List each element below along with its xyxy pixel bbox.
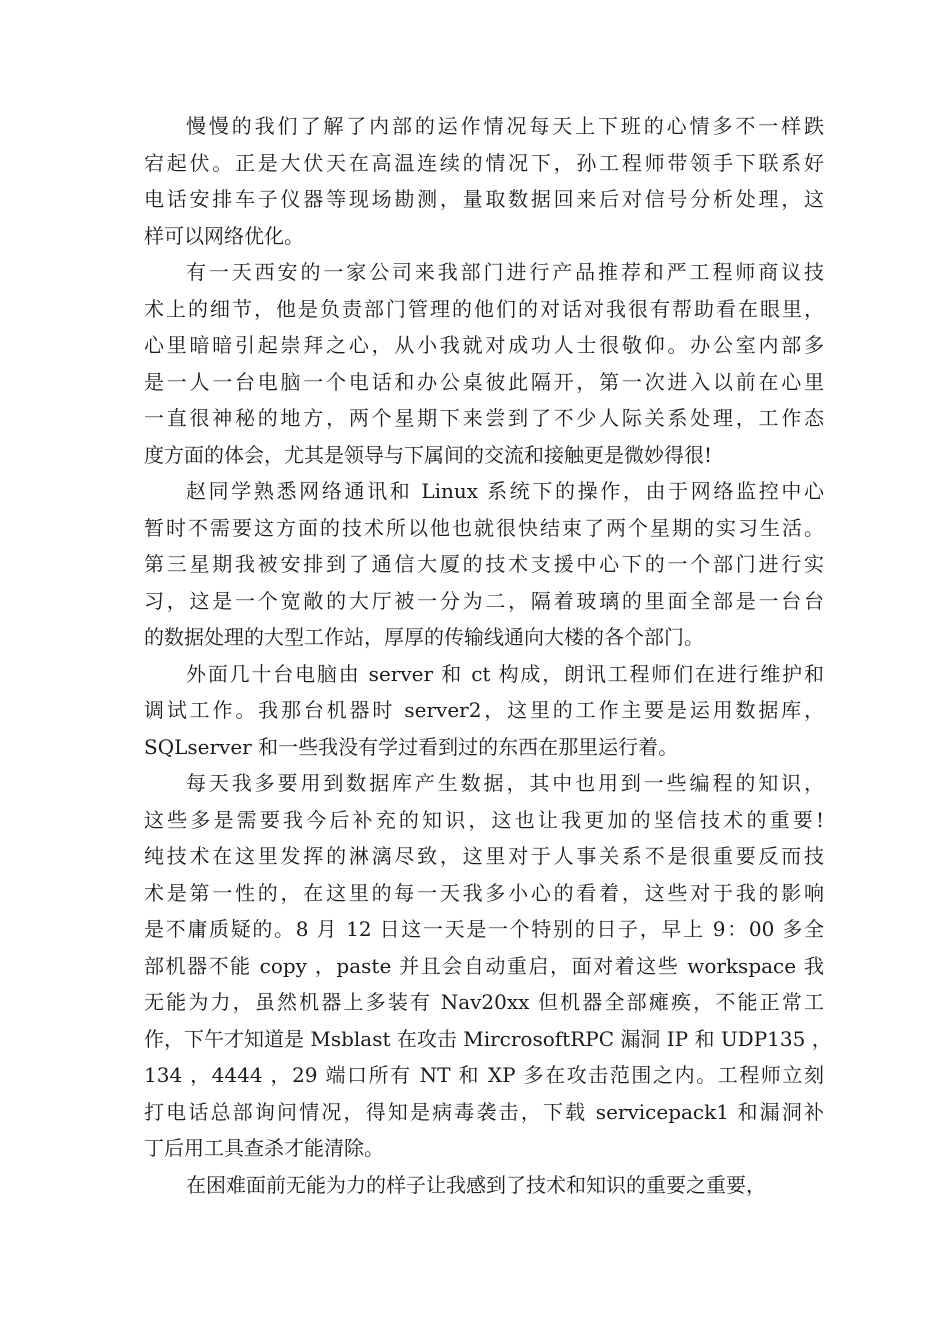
paragraph-5-line-3: 纯技术在这里发挥的淋漓尽致，这里对于人事关系不是很重要反而技 [144, 844, 824, 868]
paragraph-4-line-2: 调试工作。我那台机器时 server2，这里的工作主要是运用数据库， [144, 698, 824, 722]
paragraph-2-line-1: 有一天西安的一家公司来我部门进行产品推荐和严工程师商议技 [186, 260, 824, 284]
paragraph-2-line-4: 是一人一台电脑一个电话和办公桌彼此隔开，第一次进入以前在心里 [144, 369, 824, 394]
paragraph-5-line-2: 这些多是需要我今后补充的知识，这也让我更加的坚信技术的重要! [144, 807, 824, 832]
paragraph-5-line-8: 作，下午才知道是 Msblast 在攻击 MircrosoftRPC 漏洞 IP 和 UDP135 ， [144, 1026, 832, 1051]
paragraph-5-line-7: 无能为力，虽然机器上多装有 Nav20xx 但机器全部瘫痪，不能正常工 [144, 990, 824, 1014]
paragraph-1-line-2: 宕起伏。正是大伏天在高温连续的情况下，孙工程师带领手下联系好 [144, 150, 824, 175]
paragraph-5-line-6: 部机器不能 copy ，paste 并且会自动重启，面对着这些 workspace 我 [144, 953, 824, 978]
paragraph-2-line-6: 度方面的体会，尤其是领导与下属间的交流和接触更是微妙得很! [144, 442, 713, 467]
paragraph-1-line-4: 样可以网络优化。 [144, 223, 304, 248]
paragraph-4-line-3: SQLserver 和一些我没有学过看到过的东西在那里运行着。 [144, 734, 679, 759]
paragraph-3-line-4: 习，这是一个宽敞的大厅被一分为二，隔着玻璃的里面全部是一台台 [144, 588, 824, 613]
paragraph-5-line-5: 是不庸质疑的。8 月 12 日这一天是一个特别的日子，早上 9：00 多全 [144, 917, 824, 941]
document-body [144, 108, 832, 1203]
paragraph-3-line-2: 暂时不需要这方面的技术所以他也就很快结束了两个星期的实习生活。 [144, 515, 824, 540]
paragraph-2-line-5: 一直很神秘的地方，两个星期下来尝到了不少人际关系处理，工作态 [144, 406, 824, 430]
paragraph-5-line-11: 丁后用工具查杀才能清除。 [144, 1136, 384, 1160]
paragraph-1-line-1: 慢慢的我们了解了内部的运作情况每天上下班的心情多不一样跌 [186, 114, 824, 138]
paragraph-5-line-9: 134 ，4444 ，29 端口所有 NT 和 XP 多在攻击范围之内。工程师立刻 [144, 1063, 824, 1087]
paragraph-5-line-1: 每天我多要用到数据库产生数据，其中也用到一些编程的知识， [186, 771, 824, 795]
paragraph-4-line-1: 外面几十台电脑由 server 和 ct 构成，朗讯工程师们在进行维护和 [186, 661, 824, 686]
paragraph-3-line-3: 第三星期我被安排到了通信大厦的技术支援中心下的一个部门进行实 [144, 552, 824, 576]
paragraph-3-line-5: 的数据处理的大型工作站，厚厚的传输线通向大楼的各个部门。 [144, 625, 704, 649]
paragraph-2-line-2: 术上的细节，他是负责部门管理的他们的对话对我很有帮助看在眼里， [144, 296, 824, 321]
paragraph-1-line-3: 电话安排车子仪器等现场勘测，量取数据回来后对信号分析处理，这 [144, 187, 824, 211]
paragraph-3-line-1: 赵同学熟悉网络通讯和 Linux 系统下的操作，由于网络监控中心 [186, 479, 824, 503]
paragraph-6-line-1: 在困难面前无能为力的样子让我感到了技术和知识的重要之重要， [186, 1172, 766, 1197]
paragraph-2-line-3: 心里暗暗引起崇拜之心，从小我就对成功人士很敬仰。办公室内部多 [144, 333, 824, 357]
paragraph-5-line-10: 打电话总部询问情况，得知是病毒袭击，下载 servicepack1 和漏洞补 [144, 1099, 824, 1124]
paragraph-5-line-4: 术是第一性的，在这里的每一天我多小心的看着，这些对于我的影响 [144, 880, 824, 905]
